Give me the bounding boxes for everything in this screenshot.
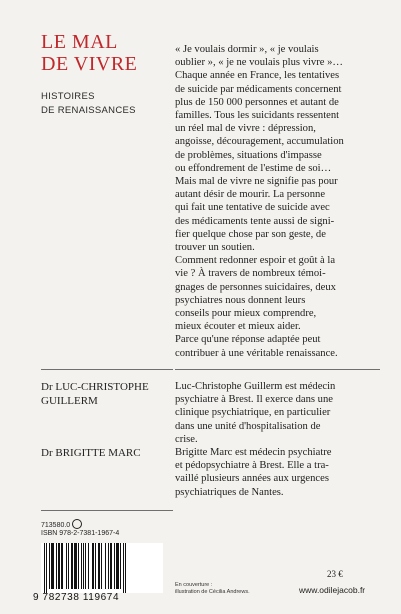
product-code bbox=[41, 519, 82, 529]
price: 23 € bbox=[327, 569, 343, 579]
blurb-line: « Je voulais dormir », « je voulais bbox=[175, 44, 319, 55]
divider-left bbox=[41, 369, 173, 370]
cover-credit-line: En couverture : bbox=[175, 582, 213, 588]
bio-line: Luc-Christophe Guillerm est médecin bbox=[175, 381, 336, 392]
title-line-2: DE VIVRE bbox=[41, 53, 138, 75]
title-block bbox=[41, 31, 161, 118]
cover-credit-line: illustration de Cécilia Andrews. bbox=[175, 589, 250, 595]
publisher-seal-icon bbox=[72, 519, 82, 529]
publisher-url[interactable]: www.odilejacob.fr bbox=[299, 585, 366, 595]
barcode bbox=[41, 543, 163, 593]
blurb-line: vie ? À travers de nombreux témoi- bbox=[175, 268, 326, 280]
bio-line: et pédopsychiatre à Brest. Elle a tra- bbox=[175, 460, 329, 472]
blurb bbox=[175, 43, 375, 360]
subtitle-line-2: DE RENAISSANCES bbox=[41, 105, 136, 116]
product-code-text: 713580.0 bbox=[41, 522, 71, 529]
blurb-line: Chaque année en France, les tentatives bbox=[175, 70, 340, 82]
isbn: ISBN 978-2-7381-1967-4 bbox=[41, 530, 120, 537]
blurb-line: contribuer à une véritable renaissance. bbox=[175, 347, 338, 359]
author-bio-2 bbox=[175, 446, 380, 499]
blurb-line: Parce qu'une réponse adaptée peut bbox=[175, 334, 321, 346]
author-name-1 bbox=[41, 380, 149, 408]
blurb-line: de problèmes, situations d'impasse bbox=[175, 149, 322, 161]
bio-line: psychiatriques de Nantes. bbox=[175, 486, 284, 498]
blurb-line: Mais mal de vivre ne signifie pas pour bbox=[175, 176, 338, 188]
blurb-line: Comment redonner espoir et goût à la bbox=[175, 255, 336, 267]
subtitle-line-1: HISTOIRES bbox=[41, 91, 95, 102]
author-bio-1 bbox=[175, 380, 380, 446]
author-name-2 bbox=[41, 446, 141, 460]
bio-line: crise. bbox=[175, 433, 198, 445]
blurb-line: trouver un soutien. bbox=[175, 242, 255, 254]
bio-line: dans une unité d'hospitalisation de bbox=[175, 420, 321, 432]
blurb-line: plus de 150 000 personnes et autant de bbox=[175, 96, 339, 108]
cover-credit bbox=[175, 582, 250, 596]
blurb-line: psychiatres nous donnent leurs bbox=[175, 294, 306, 306]
author-name-line: Dr LUC-CHRISTOPHE bbox=[41, 381, 149, 393]
blurb-line: familles. Tous les suicidants ressentent bbox=[175, 110, 340, 122]
blurb-line: autant désir de mourir. La personne bbox=[175, 189, 326, 201]
author-name-line: Dr BRIGITTE MARC bbox=[41, 447, 141, 459]
blurb-line: mieux écouter et mieux aider. bbox=[175, 321, 301, 333]
bio-line: vaillé plusieurs années aux urgences bbox=[175, 473, 329, 485]
blurb-line: des médicaments tente aussi de signi- bbox=[175, 215, 335, 227]
blurb-line: gnages de personnes suicidaires, deux bbox=[175, 281, 336, 293]
blurb-line: de suicide par médicaments concernent bbox=[175, 83, 342, 95]
subtitle bbox=[41, 90, 161, 118]
blurb-line: fier quelque chose par son geste, de bbox=[175, 228, 326, 240]
author-name-line: GUILLERM bbox=[41, 395, 98, 407]
blurb-line: ou effondrement de l'estime de soi… bbox=[175, 162, 332, 174]
bio-line: Brigitte Marc est médecin psychiatre bbox=[175, 447, 332, 458]
blurb-line: conseils pour mieux comprendre, bbox=[175, 308, 317, 320]
divider-right bbox=[175, 369, 380, 370]
blurb-line: qui fait une tentative de suicide avec bbox=[175, 202, 330, 214]
barcode-digits: 9 782738 119674 bbox=[33, 592, 120, 603]
title-line-1: LE MAL bbox=[41, 31, 118, 53]
blurb-line: un réel mal de vivre : dépression, bbox=[175, 123, 316, 135]
blurb-line: angoisse, découragement, accumulation bbox=[175, 136, 344, 148]
bio-line: psychiatre à Brest. Il exerce dans une bbox=[175, 394, 333, 406]
blurb-line: oublier », « je ne voulais plus vivre »… bbox=[175, 57, 343, 69]
divider-bottom bbox=[41, 510, 173, 511]
bio-line: clinique psychiatrique, en particulier bbox=[175, 407, 331, 419]
